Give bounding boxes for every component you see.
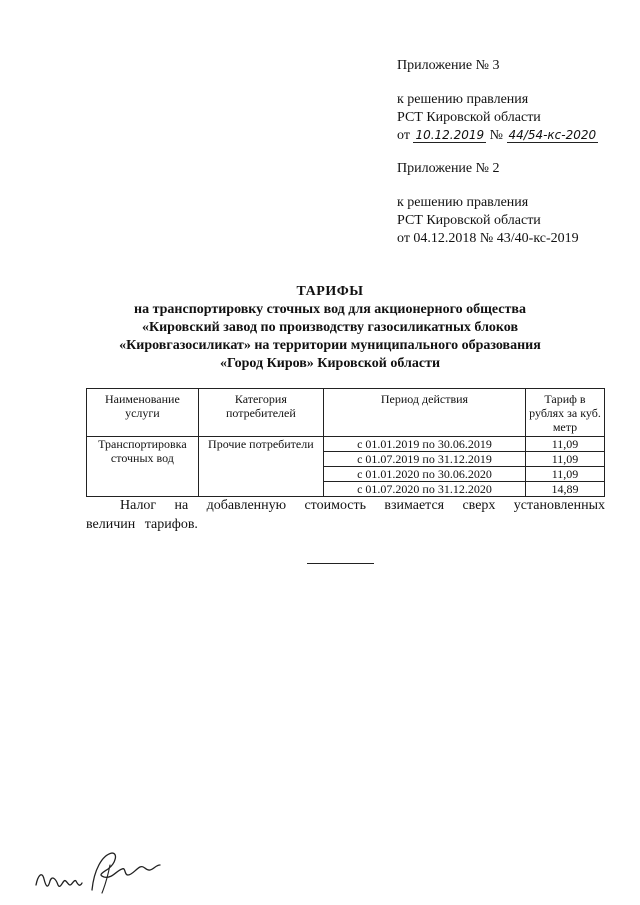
header-service: Наименование услуги [87, 389, 199, 437]
decision-2-line1: к решению правления [397, 195, 529, 210]
cell-period: с 01.07.2019 по 31.12.2019 [323, 452, 525, 467]
title-line-3: «Кировский завод по производству газосиликатных блоков [141, 320, 519, 335]
title-line-1: ТАРИФЫ [296, 284, 364, 299]
decision-3-from: от [397, 128, 410, 143]
vat-note: Налог на добавленную стоимость взимается сверх установленных величин тарифов. [86, 498, 605, 532]
tariffs-table [86, 388, 605, 497]
decision-3-date: 10.12.2019 [415, 128, 485, 142]
table-row [87, 437, 605, 452]
document-title [60, 283, 600, 373]
cell-period: с 01.01.2019 по 30.06.2019 [323, 437, 525, 452]
cell-period: с 01.01.2020 по 30.06.2020 [323, 467, 525, 482]
cell-tariff: 14,89 [525, 482, 604, 497]
decision-3-no: № [489, 128, 504, 143]
table-header-row [87, 389, 605, 437]
decision-2-line3: от 04.12.2018 № 43/40-кс-2019 [397, 231, 579, 246]
title-line-2: на транспортировку сточных вод для акционерного общества [134, 302, 526, 317]
decision-3-line1: к решению правления [397, 92, 529, 107]
appendix-3-label: Приложение № 3 [397, 58, 500, 73]
title-line-5: «Город Киров» Кировской области [219, 356, 441, 371]
header-category: Категория потребителей [198, 389, 323, 437]
header-tariff: Тариф в рублях за куб. метр [525, 389, 604, 437]
cell-category: Прочие потребители [198, 437, 323, 497]
handwritten-signature [32, 845, 172, 900]
decision-3-line2: РСТ Кировской области [397, 110, 541, 125]
cell-tariff: 11,09 [525, 467, 604, 482]
cell-tariff: 11,09 [525, 452, 604, 467]
decision-3-line3 [397, 127, 598, 145]
title-line-4: «Кировгазосиликат» на территории муниципального образования [119, 338, 541, 353]
decision-2-line2: РСТ Кировской области [397, 213, 541, 228]
decision-3-number: 44/54-кс-2020 [508, 128, 597, 142]
cell-tariff: 11,09 [525, 437, 604, 452]
separator-rule [307, 563, 374, 564]
appendix-2-label: Приложение № 2 [397, 161, 500, 176]
cell-service: Транспортировка сточных вод [87, 437, 199, 497]
header-period: Период действия [323, 389, 525, 437]
cell-period: с 01.07.2020 по 31.12.2020 [323, 482, 525, 497]
